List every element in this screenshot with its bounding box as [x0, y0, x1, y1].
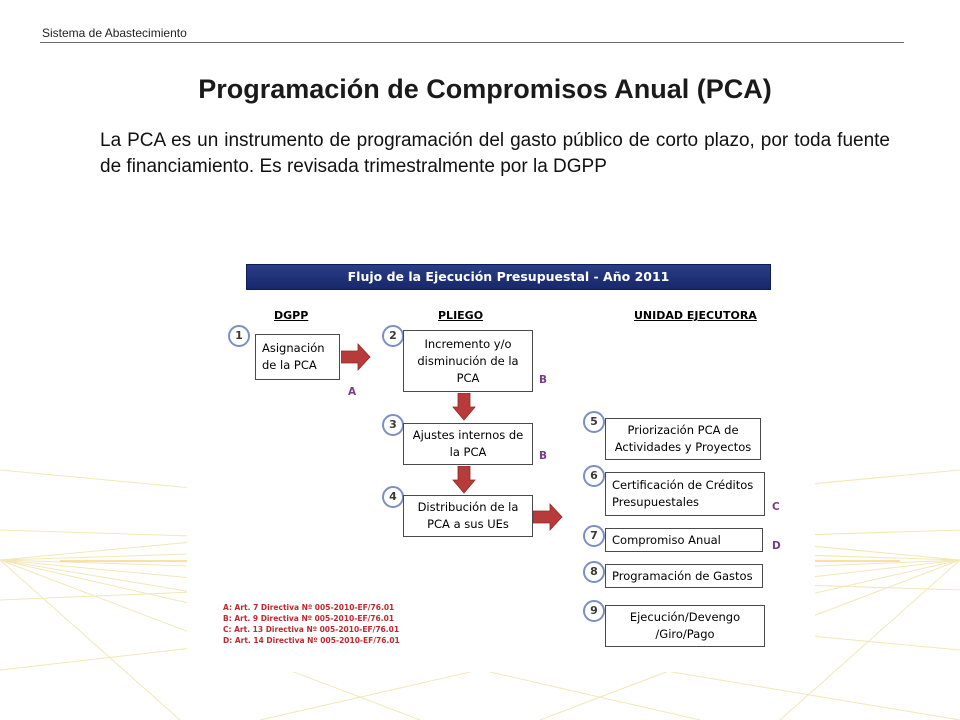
step-box-7: Compromiso Anual	[605, 528, 763, 552]
column-header-dgpp: DGPP	[274, 309, 309, 322]
step-number-3: 3	[382, 414, 404, 436]
column-header-pliego: PLIEGO	[438, 309, 484, 322]
step-box-2: Incremento y/o disminución de la PCA	[403, 330, 533, 392]
column-header-unidad-ejecutora: UNIDAD EJECUTORA	[634, 309, 757, 322]
header-divider	[40, 42, 904, 43]
reference-item: C: Art. 13 Directiva Nº 005-2010-EF/76.01	[223, 625, 400, 634]
intro-paragraph: La PCA es un instrumento de programación del gasto público de corto plazo, por toda fuente de financiamiento. Es revisada trimestralmente por la DGPP	[100, 130, 890, 177]
step-number-5: 5	[583, 411, 605, 433]
header-text: Sistema de Abastecimiento	[42, 26, 187, 40]
step-box-6: Certificación de Créditos Presupuestales	[605, 472, 765, 516]
step-box-4: Distribución de la PCA a sus UEs	[403, 495, 533, 537]
reference-item: A: Art. 7 Directiva Nº 005-2010-EF/76.01	[223, 603, 395, 612]
reference-item: B: Art. 9 Directiva Nº 005-2010-EF/76.01	[223, 614, 395, 623]
step-number-1: 1	[228, 325, 250, 347]
step-number-9: 9	[583, 600, 605, 622]
references-list	[223, 602, 400, 646]
step-box-3: Ajustes internos de la PCA	[403, 423, 533, 465]
step-number-8: 8	[583, 561, 605, 583]
step-number-6: 6	[583, 465, 605, 487]
step-box-9: Ejecución/Devengo /Giro/Pago	[605, 605, 765, 647]
reference-letter-b: B	[539, 450, 548, 462]
flow-diagram	[187, 240, 815, 672]
arrow-down-icon	[452, 393, 476, 421]
arrow-down-icon	[452, 466, 476, 494]
step-box-8: Programación de Gastos	[605, 564, 763, 588]
step-box-1: Asignación de la PCA	[255, 334, 340, 380]
reference-letter-b: B	[539, 374, 548, 386]
step-number-4: 4	[382, 486, 404, 508]
slide-title: Programación de Compromisos Anual (PCA)	[198, 74, 772, 104]
arrow-right-icon	[533, 502, 563, 532]
reference-letter-a: A	[348, 386, 357, 398]
reference-letter-d: D	[772, 540, 781, 552]
step-number-7: 7	[583, 525, 605, 547]
reference-letter-c: C	[772, 501, 780, 513]
step-number-2: 2	[382, 325, 404, 347]
step-box-5: Priorización PCA de Actividades y Proyectos	[605, 418, 761, 460]
diagram-banner: Flujo de la Ejecución Presupuestal - Año 2011	[246, 264, 771, 290]
arrow-right-icon	[341, 342, 371, 372]
reference-item: D: Art. 14 Directiva Nº 005-2010-EF/76.01	[223, 636, 400, 645]
